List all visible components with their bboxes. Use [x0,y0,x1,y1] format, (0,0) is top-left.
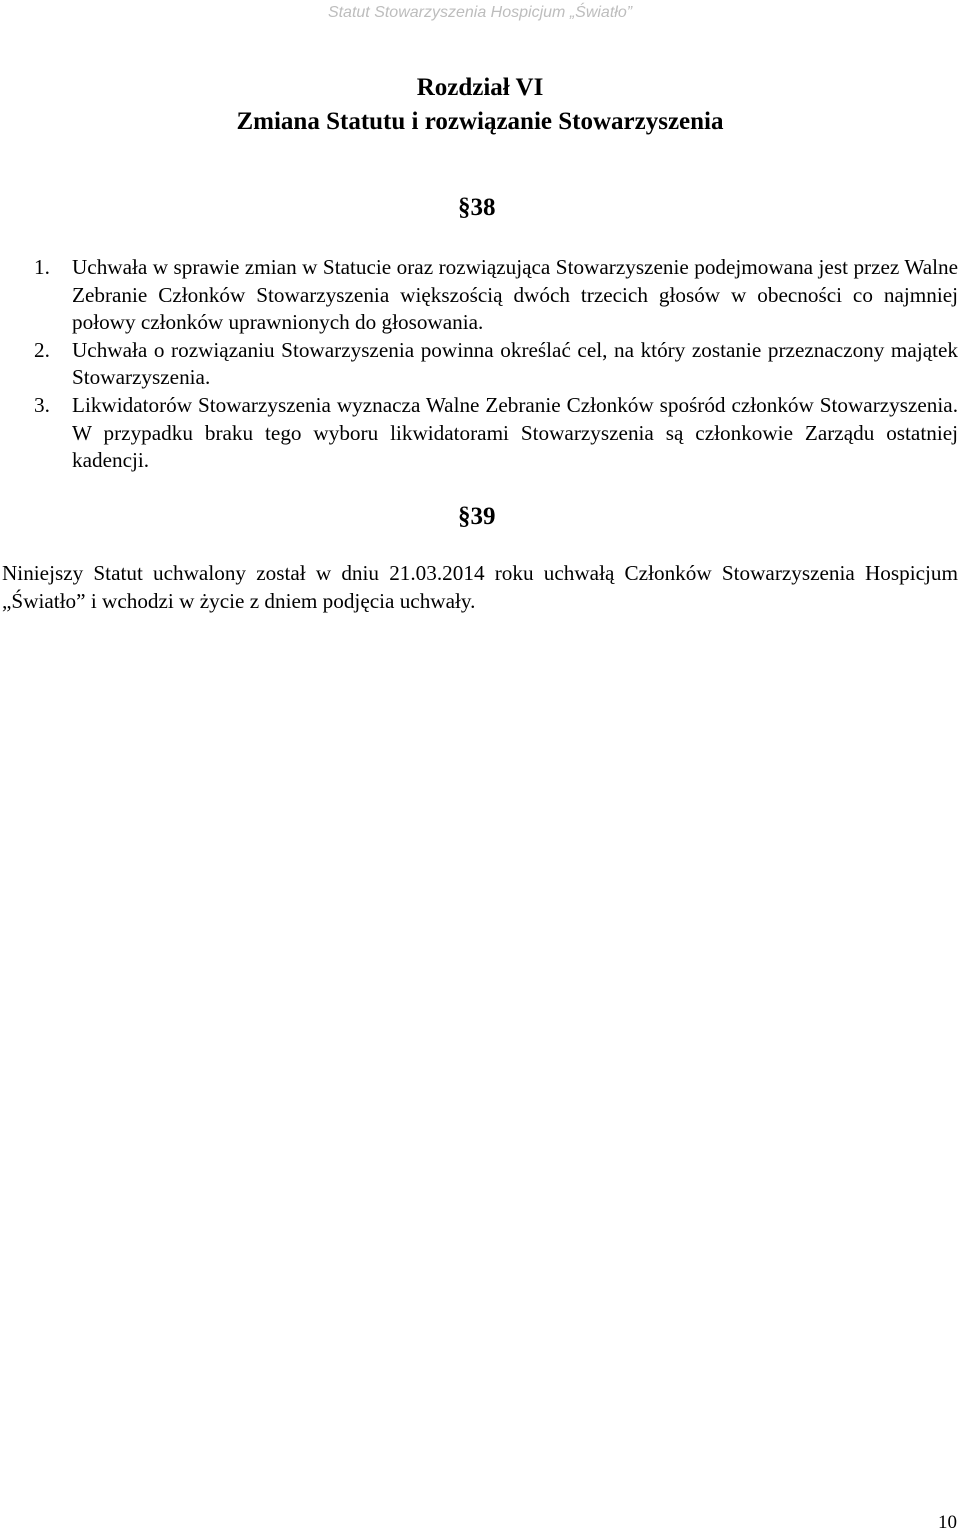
list-item [0,254,958,337]
section-39-mark: §39 [458,503,496,530]
section-39-text: Niniejszy Statut uchwalony został w dniu 21.03.2014 roku uchwałą Członków Stowarzyszenia Hospicjum „Światło” i wchodzi w życie z dniem podjęcia uchwały. [2,561,958,613]
list-item-text: Uchwała w sprawie zmian w Statucie oraz rozwiązująca Stowarzyszenie podejmowana jest przez Walne Zebranie Członków Stowarzyszenia większością dwóch trzecich głosów w obecności co najmniej połowy członków uprawnionych do głosowania. [72,255,958,335]
chapter-number: Rozdział VI [416,74,544,101]
list-item-number: 2. [34,337,50,362]
list-item-text: Uchwała o rozwiązaniu Stowarzyszenia powinna określać cel, na który zostanie przeznaczony majątek Stowarzyszenia. [72,337,958,390]
running-header: Statut Stowarzyszenia Hospicjum „Światło” [327,4,633,21]
list-item-number: 3. [34,392,50,417]
list-item [0,337,958,392]
section-38-mark: §38 [458,194,496,221]
list-item [0,392,958,475]
chapter-title: Zmiana Statutu i rozwiązanie Stowarzyszenia [236,108,724,135]
list-item-number: 1. [34,255,50,279]
page-number: 10 [938,1512,957,1533]
section-38-list [0,254,958,475]
list-item-text: Likwidatorów Stowarzyszenia wyznacza Walne Zebranie Członków spośród członków Stowarzyszenia. W przypadku braku tego wyboru likwidatorami Stowarzyszenia są członkowie Zarządu ostatniej kadencji. [72,392,958,473]
